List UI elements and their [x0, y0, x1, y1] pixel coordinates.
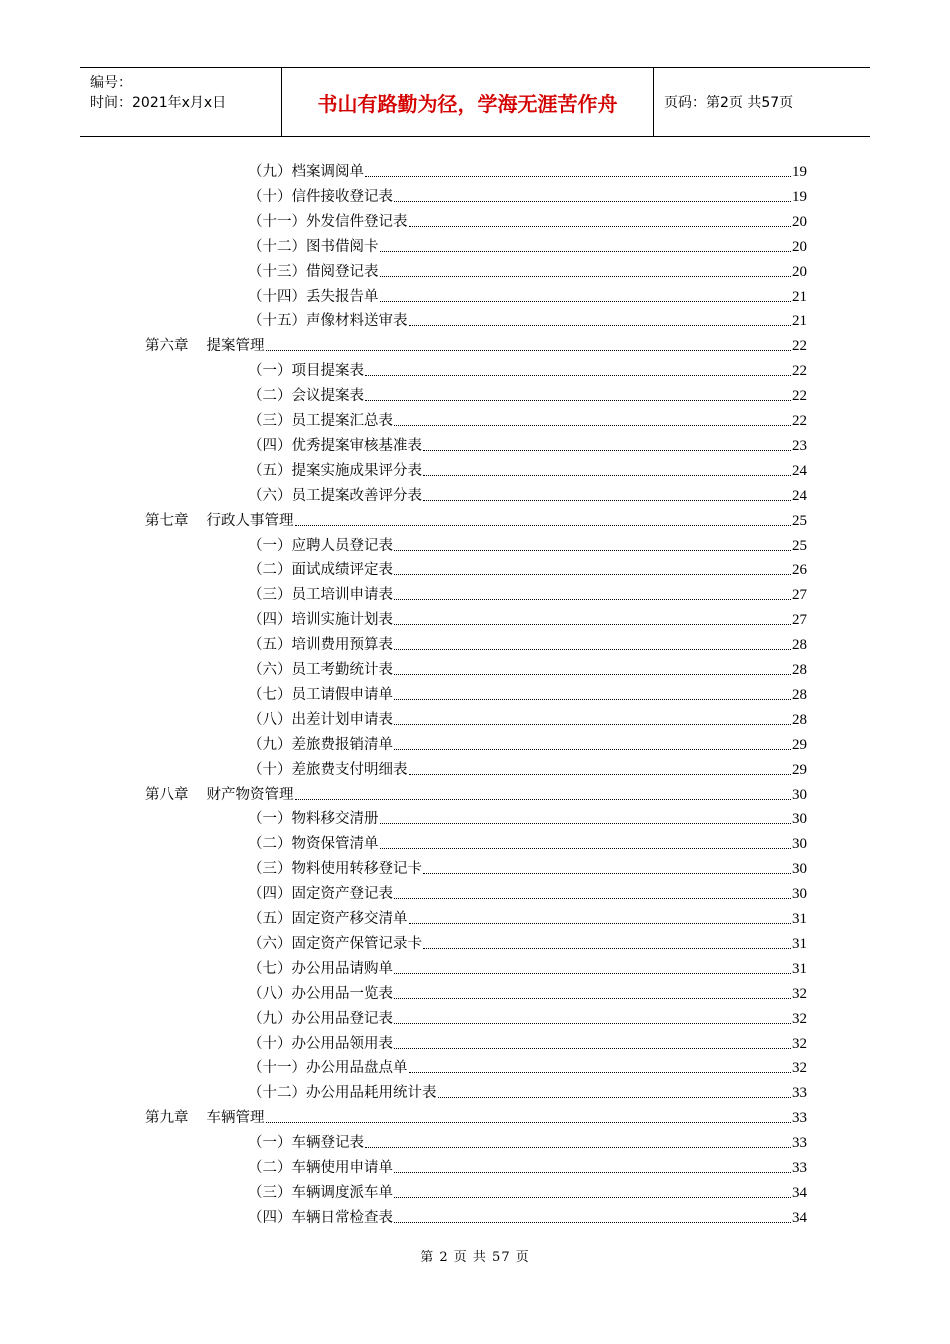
toc-page-number: 28: [792, 711, 807, 728]
toc-entry-title: （十二）图书借阅卡: [248, 238, 379, 255]
toc-page-number: 30: [792, 786, 807, 803]
toc-page-number: 22: [792, 388, 807, 405]
toc-page-number: 22: [792, 413, 807, 429]
toc-section-entry[interactable]: [248, 1030, 807, 1054]
toc-dot-leader: [438, 1097, 792, 1098]
toc-entry-title: 车辆管理: [206, 1110, 265, 1127]
toc-dot-leader: [423, 450, 791, 451]
toc-entry-title: （六）员工考勤统计表: [248, 662, 393, 678]
toc-page-number: 29: [792, 761, 807, 778]
toc-dot-leader: [423, 948, 791, 949]
toc-entry-title: （十）差旅费支付明细表: [248, 761, 408, 778]
toc-dot-leader: [409, 1072, 792, 1073]
toc-dot-leader: [295, 799, 792, 800]
toc-section-entry[interactable]: [248, 905, 807, 929]
toc-section-entry[interactable]: [248, 183, 807, 207]
toc-chapter-number: 第八章: [145, 786, 189, 803]
toc-entry-title: （三）员工提案汇总表: [248, 413, 393, 429]
toc-dot-leader: [394, 749, 791, 750]
toc-entry-title: （九）办公用品登记表: [248, 1010, 393, 1027]
toc-section-entry[interactable]: [248, 1179, 807, 1203]
toc-section-entry[interactable]: [248, 158, 807, 182]
toc-section-entry[interactable]: [248, 805, 807, 829]
toc-page-number: 19: [792, 164, 807, 180]
toc-entry-title: （九）档案调阅单: [248, 164, 364, 180]
toc-dot-leader: [394, 599, 791, 600]
toc-page-number: 20: [792, 263, 807, 280]
toc-section-entry[interactable]: [248, 706, 807, 730]
toc-dot-leader: [380, 823, 792, 824]
toc-entry-title: （十一）办公用品盘点单: [248, 1060, 408, 1077]
toc-entry-title: （十）办公用品领用表: [248, 1035, 393, 1052]
toc-section-entry[interactable]: [248, 233, 807, 257]
toc-section-entry[interactable]: [248, 631, 807, 655]
toc-chapter-entry[interactable]: [145, 507, 807, 531]
toc-page-number: 31: [792, 911, 807, 927]
toc-page-number: 27: [792, 587, 807, 604]
toc-page-number: 21: [792, 288, 807, 305]
toc-entry-title: （一）物料移交清册: [248, 811, 379, 828]
toc-entry-title: （七）办公用品请购单: [248, 960, 393, 977]
toc-chapter-number: 第六章: [145, 338, 189, 355]
toc-dot-leader: [394, 973, 791, 974]
toc-page-number: 31: [792, 935, 807, 952]
toc-chapter-number: 第七章: [145, 512, 189, 529]
toc-entry-title: （七）员工请假申请单: [248, 686, 393, 703]
toc-page-number: 24: [792, 462, 807, 479]
toc-section-entry[interactable]: [248, 1079, 807, 1103]
toc-page-number: 19: [792, 188, 807, 205]
toc-dot-leader: [394, 1023, 791, 1024]
toc-page-number: 21: [792, 313, 807, 330]
toc-entry-title: （十三）借阅登记表: [248, 263, 379, 280]
toc-dot-leader: [423, 500, 791, 501]
header-motto: 书山有路勤为径，学海无涯苦作舟: [282, 68, 654, 136]
toc-page-number: 30: [792, 811, 807, 828]
toc-page-number: 27: [792, 612, 807, 629]
toc-entry-title: （五）固定资产移交清单: [248, 911, 408, 927]
toc-entry-title: （五）提案实施成果评分表: [248, 462, 422, 479]
toc-section-entry[interactable]: [248, 407, 807, 431]
toc-dot-leader: [394, 550, 791, 551]
toc-entry-title: （四）培训实施计划表: [248, 612, 393, 629]
toc-entry-title: （八）办公用品一览表: [248, 985, 393, 1002]
document-header: [80, 67, 870, 137]
header-meta-cell: [80, 68, 282, 136]
toc-section-entry[interactable]: [248, 556, 807, 580]
toc-page-number: 29: [792, 736, 807, 753]
toc-page-number: 25: [792, 512, 807, 529]
toc-section-entry[interactable]: [248, 283, 807, 307]
toc-page-number: 20: [792, 238, 807, 255]
toc-entry-title: （五）培训费用预算表: [248, 637, 393, 654]
toc-dot-leader: [380, 276, 792, 277]
toc-dot-leader: [409, 226, 792, 227]
toc-entry-title: （十一）外发信件登记表: [248, 213, 408, 230]
toc-dot-leader: [380, 251, 792, 252]
toc-entry-title: （三）物料使用转移登记卡: [248, 861, 422, 878]
toc-dot-leader: [365, 400, 791, 401]
toc-dot-leader: [380, 848, 792, 849]
toc-dot-leader: [380, 301, 792, 302]
toc-dot-leader: [394, 1222, 791, 1223]
toc-page-number: 30: [792, 886, 807, 903]
toc-entry-title: 提案管理: [206, 338, 265, 355]
toc-section-entry[interactable]: [248, 1204, 807, 1228]
toc-dot-leader: [394, 649, 791, 650]
toc-page-number: 22: [792, 338, 807, 355]
toc-page-number: 25: [792, 537, 807, 554]
toc-dot-leader: [394, 724, 791, 725]
toc-dot-leader: [394, 1197, 791, 1198]
toc-page-number: 28: [792, 662, 807, 678]
toc-entry-title: （一）项目提案表: [248, 363, 364, 380]
toc-entry-title: （十）信件接收登记表: [248, 188, 393, 205]
toc-page-number: 30: [792, 836, 807, 853]
toc-entry-title: （二）物资保管清单: [248, 836, 379, 853]
toc-section-entry[interactable]: [248, 457, 807, 481]
toc-dot-leader: [394, 574, 791, 575]
toc-page-number: 34: [792, 1184, 807, 1201]
toc-entry-title: 财产物资管理: [206, 786, 294, 803]
toc-entry-title: （四）固定资产登记表: [248, 886, 393, 903]
toc-entry-title: （六）固定资产保管记录卡: [248, 935, 422, 952]
toc-section-entry[interactable]: [248, 307, 807, 331]
toc-page-number: 33: [792, 1160, 807, 1176]
toc-entry-title: （二）车辆使用申请单: [248, 1160, 393, 1176]
toc-section-entry[interactable]: [248, 1129, 807, 1153]
toc-dot-leader: [365, 176, 791, 177]
toc-entry-title: （十二）办公用品耗用统计表: [248, 1085, 437, 1102]
toc-dot-leader: [295, 525, 792, 526]
toc-section-entry[interactable]: [248, 581, 807, 605]
toc-page-number: 31: [792, 960, 807, 977]
toc-dot-leader: [423, 873, 791, 874]
toc-dot-leader: [409, 325, 792, 326]
toc-page-number: 33: [792, 1135, 807, 1152]
toc-section-entry[interactable]: [248, 1154, 807, 1178]
toc-page-number: 28: [792, 637, 807, 654]
toc-dot-leader: [394, 998, 791, 999]
toc-section-entry[interactable]: [248, 482, 807, 506]
toc-chapter-entry[interactable]: [145, 1104, 807, 1128]
toc-page-number: 33: [792, 1085, 807, 1102]
toc-dot-leader: [394, 1172, 791, 1173]
toc-section-entry[interactable]: [248, 880, 807, 904]
toc-dot-leader: [365, 1147, 791, 1148]
toc-chapter-number: 第九章: [145, 1110, 189, 1127]
toc-section-entry[interactable]: [248, 1005, 807, 1029]
toc-entry-title: （九）差旅费报销清单: [248, 736, 393, 753]
toc-page-number: 32: [792, 1035, 807, 1052]
toc-section-entry[interactable]: [248, 756, 807, 780]
toc-dot-leader: [266, 350, 792, 351]
toc-section-entry[interactable]: [248, 955, 807, 979]
toc-entry-title: （八）出差计划申请表: [248, 711, 393, 728]
toc-page-number: 32: [792, 1010, 807, 1027]
toc-section-entry[interactable]: [248, 258, 807, 282]
toc-section-entry[interactable]: [248, 731, 807, 755]
toc-section-entry[interactable]: [248, 855, 807, 879]
document-time-label: 时间：2021年x月x日: [90, 95, 227, 111]
toc-entry-title: （六）员工提案改善评分表: [248, 487, 422, 504]
toc-entry-title: （三）员工培训申请表: [248, 587, 393, 604]
toc-page-number: 33: [792, 1110, 807, 1127]
toc-entry-title: （四）车辆日常检查表: [248, 1209, 393, 1226]
toc-dot-leader: [394, 201, 791, 202]
toc-section-entry[interactable]: [248, 830, 807, 854]
toc-section-entry[interactable]: [248, 681, 807, 705]
toc-page-number: 24: [792, 487, 807, 504]
toc-dot-leader: [394, 699, 791, 700]
toc-entry-title: （二）会议提案表: [248, 388, 364, 405]
toc-dot-leader: [266, 1122, 792, 1123]
toc-section-entry[interactable]: [248, 980, 807, 1004]
toc-page-number: 32: [792, 1060, 807, 1077]
toc-section-entry[interactable]: [248, 606, 807, 630]
toc-section-entry[interactable]: [248, 930, 807, 954]
toc-section-entry[interactable]: [248, 432, 807, 456]
toc-page-number: 22: [792, 363, 807, 380]
toc-entry-title: （一）车辆登记表: [248, 1135, 364, 1152]
toc-entry-title: （三）车辆调度派车单: [248, 1184, 393, 1201]
toc-entry-title: （二）面试成绩评定表: [248, 562, 393, 579]
toc-section-entry[interactable]: [248, 532, 807, 556]
header-page-info: 页码：第2页 共57页: [664, 95, 794, 111]
toc-dot-leader: [394, 1048, 791, 1049]
toc-page-number: 34: [792, 1209, 807, 1226]
toc-section-entry[interactable]: [248, 208, 807, 232]
toc-entry-title: （一）应聘人员登记表: [248, 537, 393, 554]
toc-page-number: 23: [792, 437, 807, 454]
toc-page-number: 20: [792, 213, 807, 230]
toc-dot-leader: [394, 674, 791, 675]
toc-page-number: 30: [792, 861, 807, 878]
toc-section-entry[interactable]: [248, 357, 807, 381]
toc-entry-title: 行政人事管理: [206, 512, 294, 529]
toc-chapter-entry[interactable]: [145, 781, 807, 805]
toc-section-entry[interactable]: [248, 1054, 807, 1078]
toc-dot-leader: [409, 923, 792, 924]
toc-dot-leader: [394, 425, 791, 426]
toc-chapter-entry[interactable]: [145, 332, 807, 356]
toc-entry-title: （十四）丢失报告单: [248, 288, 379, 305]
toc-page-number: 32: [792, 985, 807, 1002]
toc-dot-leader: [394, 624, 791, 625]
toc-entry-title: （四）优秀提案审核基准表: [248, 437, 422, 454]
toc-entry-title: （十五）声像材料送审表: [248, 313, 408, 330]
toc-section-entry[interactable]: [248, 382, 807, 406]
toc-dot-leader: [409, 774, 792, 775]
toc-page-number: 26: [792, 562, 807, 579]
page-footer: 第 2 页 共 57 页: [420, 1250, 530, 1265]
document-number-label: 编号：: [90, 75, 132, 91]
toc-dot-leader: [365, 375, 791, 376]
toc-dot-leader: [423, 475, 791, 476]
toc-dot-leader: [394, 898, 791, 899]
toc-section-entry[interactable]: [248, 656, 807, 680]
toc-page-number: 28: [792, 686, 807, 703]
